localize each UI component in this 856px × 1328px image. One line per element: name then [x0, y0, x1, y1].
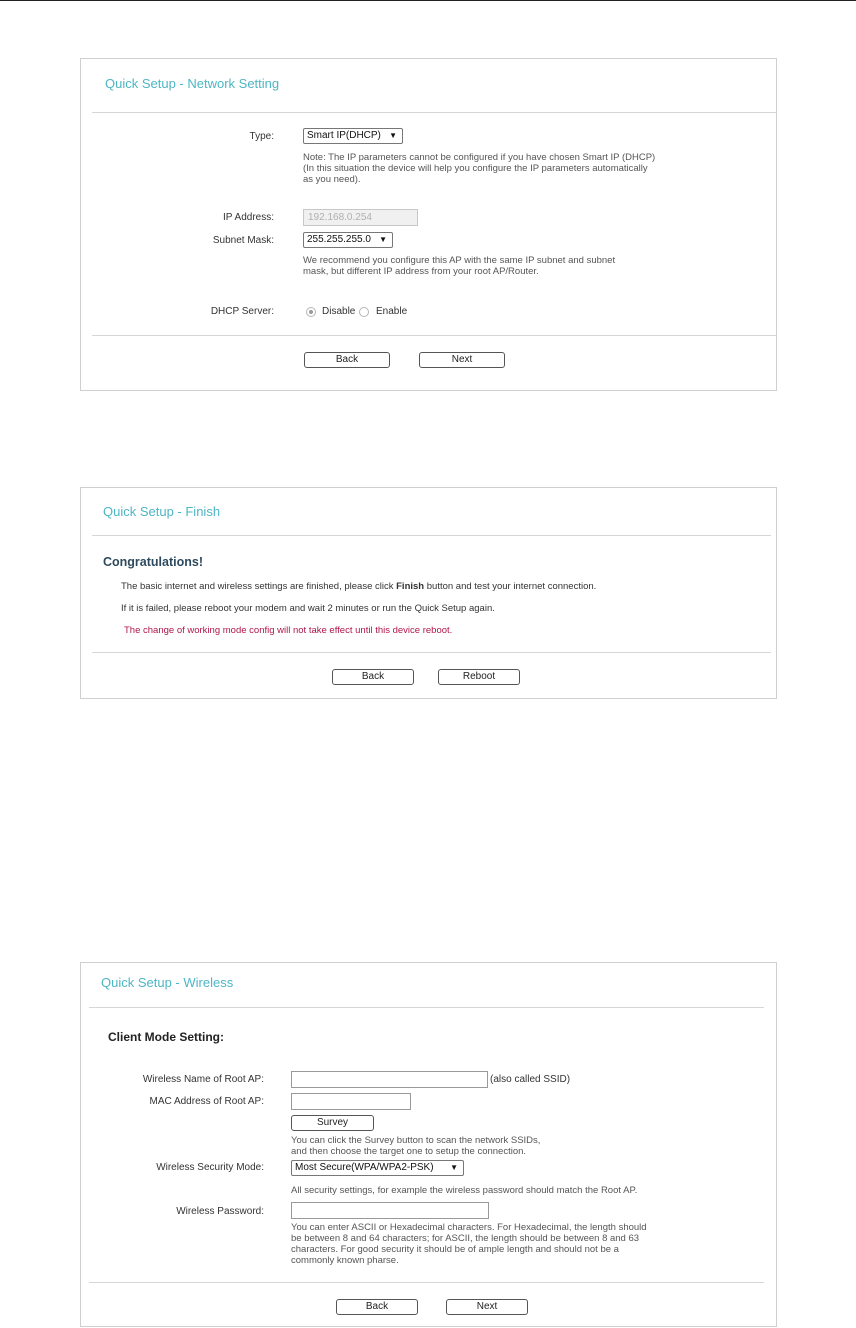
security-mode-select[interactable] [291, 1160, 464, 1176]
subnet-mask-note: We recommend you configure this AP with the same IP subnet and subnet mask, but different IP address from your root AP/Router. [303, 255, 616, 277]
password-label: Wireless Password: [176, 1206, 264, 1217]
password-input[interactable] [291, 1202, 489, 1219]
type-note: Note: The IP parameters cannot be configured if you have chosen Smart IP (DHCP) (In this situation the device will help you configure the IP parameters automatically as you need). [303, 152, 656, 185]
title-divider [92, 535, 771, 536]
reboot-button[interactable]: Reboot [438, 669, 520, 685]
security-mode-label: Wireless Security Mode: [156, 1162, 264, 1173]
survey-button[interactable]: Survey [291, 1115, 374, 1131]
chevron-down-icon: ▼ [379, 235, 387, 244]
type-label: Type: [249, 131, 274, 142]
line1-prefix: The basic internet and wireless settings are finished, please click [121, 581, 397, 592]
title-divider [89, 1007, 764, 1008]
network-setting-panel [80, 58, 777, 391]
security-mode-value: Most Secure(WPA/WPA2-PSK) [295, 1162, 434, 1173]
footer-divider [92, 335, 777, 336]
dhcp-disable-label: Disable [322, 306, 356, 317]
back-button[interactable]: Back [304, 352, 390, 368]
back-button[interactable]: Back [332, 669, 414, 685]
line1-suffix: button and test your internet connection. [424, 581, 597, 592]
panel-title: Quick Setup - Wireless [101, 975, 234, 990]
back-button[interactable]: Back [336, 1299, 418, 1315]
chevron-down-icon: ▼ [389, 131, 397, 140]
ip-address-label: IP Address: [223, 212, 274, 223]
footer-divider [89, 1282, 764, 1283]
ssid-input[interactable] [291, 1071, 488, 1088]
panel-title: Quick Setup - Network Setting [105, 76, 280, 91]
footer-divider [92, 652, 771, 653]
ssid-label: Wireless Name of Root AP: [142, 1074, 264, 1085]
reboot-warning: The change of working mode config will not take effect until this device reboot. [124, 625, 453, 636]
title-divider [92, 112, 777, 113]
subnet-mask-label: Subnet Mask: [212, 235, 274, 246]
client-mode-heading: Client Mode Setting: [108, 1030, 224, 1044]
ip-address-field: 192.168.0.254 [303, 209, 418, 226]
type-select[interactable] [303, 128, 403, 144]
next-button[interactable]: Next [419, 352, 505, 368]
dhcp-enable-radio[interactable] [359, 307, 369, 317]
dhcp-disable-radio[interactable] [306, 307, 316, 317]
mac-address-input[interactable] [291, 1093, 411, 1110]
congratulations-heading: Congratulations! [103, 555, 203, 569]
mac-address-label: MAC Address of Root AP: [149, 1096, 264, 1107]
dhcp-enable-label: Enable [376, 306, 408, 317]
wireless-panel [80, 962, 777, 1327]
page-top-rule [0, 0, 856, 1]
panel-title: Quick Setup - Finish [103, 504, 221, 519]
subnet-mask-select[interactable] [303, 232, 393, 248]
subnet-mask-value: 255.255.255.0 [307, 234, 371, 245]
finish-panel [80, 487, 777, 699]
dhcp-server-label: DHCP Server: [210, 306, 274, 317]
type-select-value: Smart IP(DHCP) [307, 130, 381, 141]
line1-bold: Finish [396, 581, 425, 592]
survey-note: You can click the Survey button to scan the network SSIDs, and then choose the target one to setup the connection. [291, 1135, 541, 1157]
next-button[interactable]: Next [446, 1299, 528, 1315]
finish-message-line1 [121, 581, 596, 592]
password-note: You can enter ASCII or Hexadecimal characters. For Hexadecimal, the length should be between 8 and 64 characters; for ASCII, the length should be between 8 and 63 characters. For good security it should be of ample length and should not be a commonly known pharse. [291, 1222, 647, 1266]
chevron-down-icon: ▼ [450, 1163, 458, 1172]
finish-message-line2: If it is failed, please reboot your modem and wait 2 minutes or run the Quick Setup again. [121, 603, 495, 614]
ssid-hint: (also called SSID) [490, 1074, 571, 1085]
security-note: All security settings, for example the wireless password should match the Root AP. [291, 1185, 638, 1196]
